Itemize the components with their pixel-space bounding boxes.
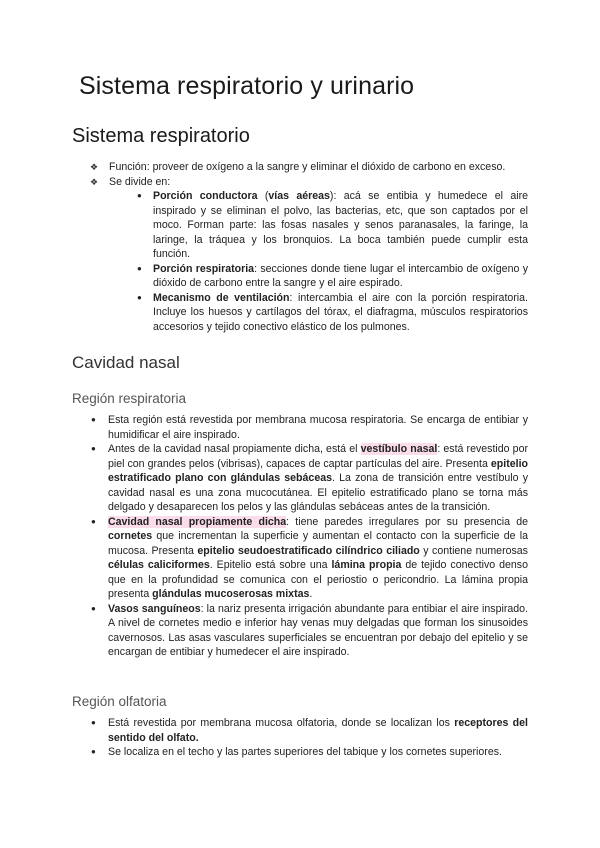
list-item-funcion: ❖ Función: proveer de oxígeno a la sangre y eliminar el dióxido de carbono en exceso. xyxy=(90,160,528,175)
list-item-vestibulo-nasal: ● Antes de la cavidad nasal propiamente dicha, está el vestíbulo nasal: está revestido por piel con grandes pelos (vibrisas), capaces de captar partículas del aire. Presenta epitelio estratificado plano con glándulas sebáceas. La zona de transición entre vestíbulo y cavidad nasal es una zona mucocutánea. El epitelio estratificado plano se torna más delgado y desaparecen los pelos y las glándulas sebáceas antes de la transición. xyxy=(90,442,528,515)
subheading-region-olfatoria: Región olfatoria xyxy=(72,694,167,709)
subheading-region-respiratoria: Región respiratoria xyxy=(72,391,187,406)
sub-list-divisiones xyxy=(109,189,528,334)
region-respiratoria-list xyxy=(90,413,528,660)
section-heading-sistema-respiratorio: Sistema respiratorio xyxy=(72,125,250,147)
sistema-respiratorio-list xyxy=(90,160,528,334)
list-item-se-divide: ❖ Se divide en: ● Porción conductora (vías aéreas): acá se entibia y humedece el aire inspirado y se eliminan el polvo, las bacterias, etc, que son captados por el moco. Forman parte: las fosas nasales y senos paranasales, la faringe, la laringe, la tráquea y los bronquios. La boca también puede cumplir esta función. ● Porción respiratoria: secciones donde tiene lugar el intercambio de oxígeno y dióxido de carbono entre la sangre y el aire espirado. ● Mecanismo de ventilación: intercambia el aire con la porción respiratoria. Incluye los huesos y cartílagos del tórax, el diafragma, músculos respiratorios accesorios y tejido conectivo elástico de los pulmones. xyxy=(90,175,528,335)
sub-item-porcion-respiratoria: ● Porción respiratoria: secciones donde tiene lugar el intercambio de oxígeno y dióxido de carbono entre la sangre y el aire espirado. xyxy=(109,262,528,291)
list-item-cavidad-nasal-propiamente: ● Cavidad nasal propiamente dicha: tiene paredes irregulares por su presencia de cornetes que incrementan la superficie y aumentan el contacto con la superficie de la mucosa. Presenta epitelio seudoestratificado cilíndrico ciliado y contiene numerosas células caliciformes. Epitelio está sobre una lámina propia de tejido conectivo denso que en la profundidad se comunica con el periostio o pericondrio. La lámina propia presenta glándulas mucoserosas mixtas. xyxy=(90,515,528,602)
list-item-localizacion: ● Se localiza en el techo y las partes superiores del tabique y los cornetes superiores. xyxy=(90,745,528,760)
sub-item-mecanismo-ventilacion: ● Mecanismo de ventilación: intercambia el aire con la porción respiratoria. Incluye los huesos y cartílagos del tórax, el diafragma, músculos respiratorios accesorios y tejido conectivo elástico de los pulmones. xyxy=(109,291,528,335)
list-item-mucosa-olfatoria: ● Está revestida por membrana mucosa olfatoria, donde se localizan los receptores del sentido del olfato. xyxy=(90,716,528,745)
document-title: Sistema respiratorio y urinario xyxy=(79,72,415,100)
section-heading-cavidad-nasal: Cavidad nasal xyxy=(72,353,180,372)
list-item-revestida: ● Esta región está revestida por membrana mucosa respiratoria. Se encarga de entibiar y humidificar el aire inspirado. xyxy=(90,413,528,442)
region-olfatoria-list xyxy=(90,716,528,760)
list-item-vasos-sanguineos: ● Vasos sanguíneos: la nariz presenta irrigación abundante para entibiar el aire inspirado. A nivel de cornetes medio e inferior hay venas muy delgadas que forman los sinusoides cavernosos. Las asas vasculares superficiales se encuentran por debajo del epitelio y se encargan de entibiar y humedecer el aire inspirado. xyxy=(90,602,528,660)
sub-item-porcion-conductora: ● Porción conductora (vías aéreas): acá se entibia y humedece el aire inspirado y se eliminan el polvo, las bacterias, etc, que son captados por el moco. Forman parte: las fosas nasales y senos paranasales, la faringe, la laringe, la tráquea y los bronquios. La boca también puede cumplir esta función. xyxy=(109,189,528,262)
